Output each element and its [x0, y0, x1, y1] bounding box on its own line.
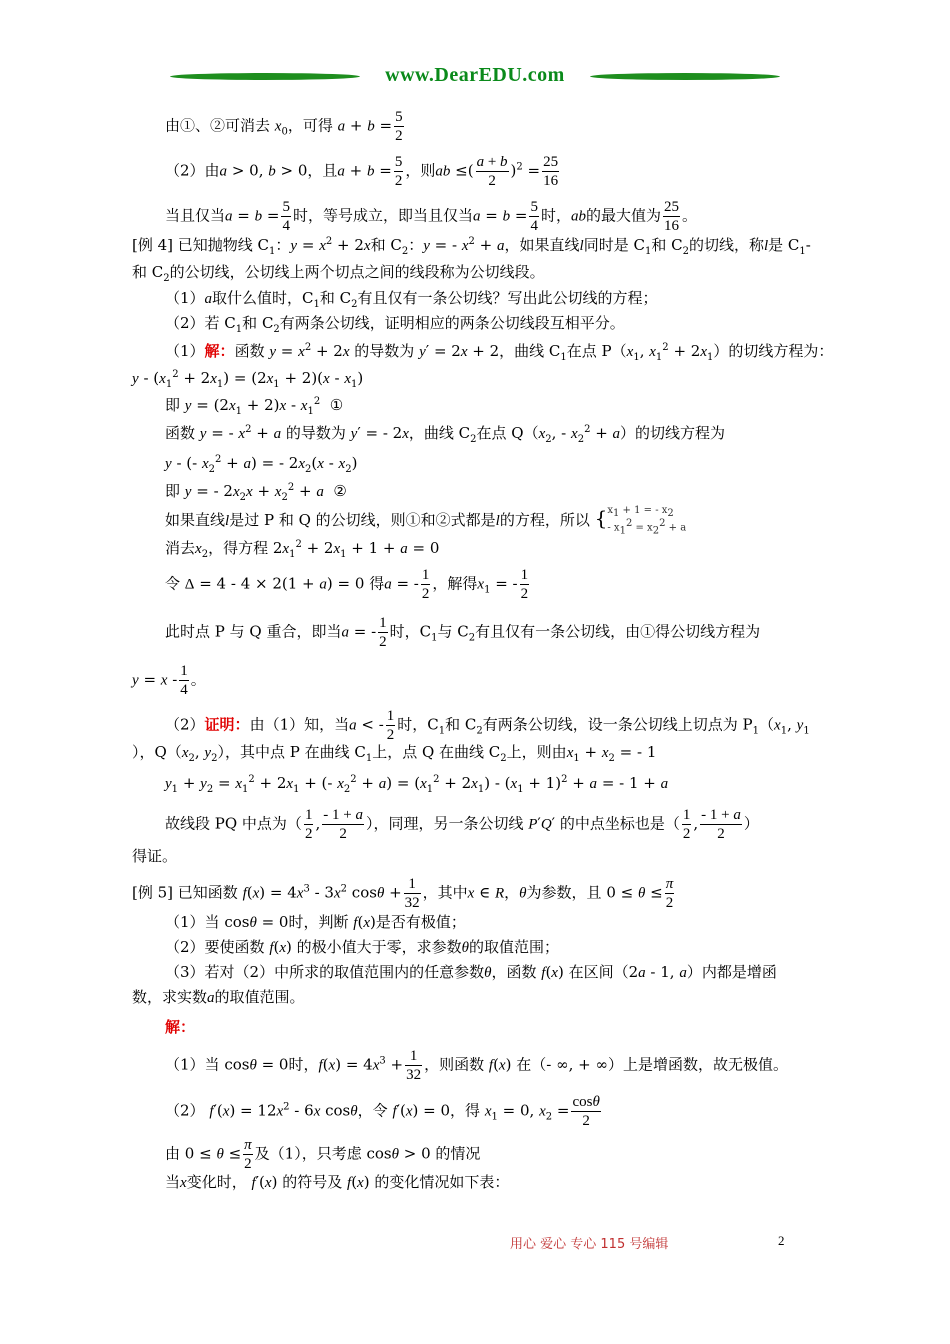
text-line: 当且仅当a = b = $\frac{5}{4}$ 时，等号成立，即当且仅当a = b = $\frac{5}{4}$ 时，ab的最大值为 $\frac{25}{16}$ 。	[165, 199, 697, 234]
text-line: 函数 y = - $x^2 + a$ 的导数为 y′ = - 2x，曲线 $C_2$在点 $Q(x_2$, - $x_2^2 + a$）的切线方程为	[165, 424, 726, 445]
math-line: y = x - $\frac{1}{4}$ 。	[132, 663, 206, 698]
math-line: 即 $y = (2x_1 + 2)x - x_1^2$ ①	[165, 396, 344, 417]
text-line: （1）解：函数 $y = x^2 + 2x$ 的导数为 y′ = 2x + 2，曲线 $C_1$在点 $P(x_1$, $x_1^2 + 2x_1$）的切线方程为：	[165, 342, 834, 363]
text-line: 当x变化时， f′(x) 的符号及 f(x) 的变化情况如下表：	[165, 1173, 510, 1191]
text-line: 解：	[165, 1018, 196, 1036]
text-line: 如果直线l是过 P 和 Q 的公切线，则①和②式都是l的方程，所以 {$x_1 + 1$ = - $x_2$ - $x_1^2 = x_2^2 + a$	[165, 505, 687, 537]
site-brand[interactable]: www.DearEDU.com	[385, 64, 565, 86]
text-line: （1）当 cosθ = 0时，判断 f(x)是否有极值；	[165, 913, 466, 931]
text-line: ），$Q(x_2$, $y_2$），其中点 P 在曲线 $C_1$上，点 Q 在曲线 $C_2$上，则由$x_1 + x_2$ = - 1	[132, 743, 657, 764]
text-line: 故线段 PQ 中点为（ $\frac{1}{2}$ , $\frac{- 1 + a}{2}$ ），同理，另一条公切线 P′Q′ 的中点坐标也是（ $\frac{1}{2}$ , $\frac{- 1 + a}{2}$ ）	[165, 807, 759, 842]
text-line: （3）若对（2）中所求的取值范围内的任意参数θ，函数 f(x) 在区间（2a - 1, a）内都是增函	[165, 963, 777, 981]
text-line: [例 5] 已知函数 $f(x) = 4x^3 - 3x^2$ cosθ + $\frac{1}{32}$ ，其中x ∈ R，θ为参数，且 0 ≤ θ ≤ $\frac{\pi}{2}$	[132, 876, 674, 911]
text-line: 令 Δ = 4 - 4 × 2(1 + a) = 0 得a = - $\frac{1}{2}$ ，解得$x_1$ = - $\frac{1}{2}$	[165, 567, 529, 602]
math-line: 即 y = - $2x_2x + x_2^2 + a$ ②	[165, 482, 347, 503]
math-line: y - (- $x_2^2 + a$) = - $2x_2(x - x_2)$	[165, 454, 358, 475]
text-line: （1）a取什么值时，$C_1$和 $C_2$有且仅有一条公切线？写出此公切线的方程；	[165, 289, 658, 310]
text-line: [例 4] 已知抛物线 $C_1$：$y = x^2 + 2x$和 $C_2$：y = - $x^2 + a$，如果直线l同时是 $C_1$和 $C_2$的切线，称l是 $C_1-$	[132, 236, 811, 257]
math-line: $y_1 + y_2 = x_1^2 + 2x_1$ + (- $x_2^2 + a) = (x_1^2 + 2x_1) - (x_1 + 1)^2 + a$ = - 1 + a	[165, 774, 669, 795]
text-line: 由 0 ≤ θ ≤ $\frac{\pi}{2}$ 及（1），只考虑 cosθ > 0 的情况	[165, 1137, 481, 1172]
text-line: 消去$x_2$，得方程 $2x_1^2 + 2x_1 + 1 + a = 0$	[165, 539, 440, 560]
math-line: $y - (x_1^2 + 2x_1) = (2x_1 + 2)(x - x_1)$	[132, 369, 364, 390]
text-line: （2）要使函数 f(x) 的极小值大于零，求参数θ的取值范围；	[165, 938, 560, 956]
text-line: 得证。	[132, 847, 178, 865]
text-line: （2） $f'(x) = 12x^2 - 6x$ cosθ，令 f′(x) = 0，得 $x_1 = 0$, $x_2$ = $\frac{\cos\theta}{2}$	[165, 1094, 600, 1129]
text-line: （2）若 $C_1$和 $C_2$有两条公切线，证明相应的两条公切线段互相平分。	[165, 314, 625, 335]
text-line: 和 $C_2$的公切线，公切线上两个切点之间的线段称为公切线段。	[132, 263, 545, 284]
site-banner	[170, 62, 780, 92]
text-line: （1）当 cosθ = 0时，$f(x) = 4x^3$ + $\frac{1}{32}$ ，则函数 f(x) 在（- ∞, + ∞）上是增函数，故无极值。	[165, 1048, 788, 1083]
text-line: 此时点 P 与 Q 重合，即当a = - $\frac{1}{2}$ 时，$C_1$与 $C_2$有且仅有一条公切线，由①得公切线方程为	[165, 615, 761, 650]
text-line: （2）由a > 0, b > 0，且a + b = $\frac{5}{2}$ ，则ab ≤( $\frac{a + b}{2}$ )$^2$ = $\frac{25}{16}$	[165, 154, 559, 189]
page-number: 2	[778, 1233, 785, 1248]
text-line: （2）证明：由（1）知，当a < - $\frac{1}{2}$ 时，$C_1$和 $C_2$有两条公切线，设一条公切线上切点为 $P_1(x_1$, $y_1$	[165, 708, 810, 743]
text-line: 数，求实数a的取值范围。	[132, 988, 305, 1006]
text-line: 由①、②可消去 $x_0$，可得 a + b = $\frac{5}{2}$	[165, 109, 403, 144]
footer-text: 用心 爱心 专心 115 号编辑	[510, 1237, 669, 1252]
